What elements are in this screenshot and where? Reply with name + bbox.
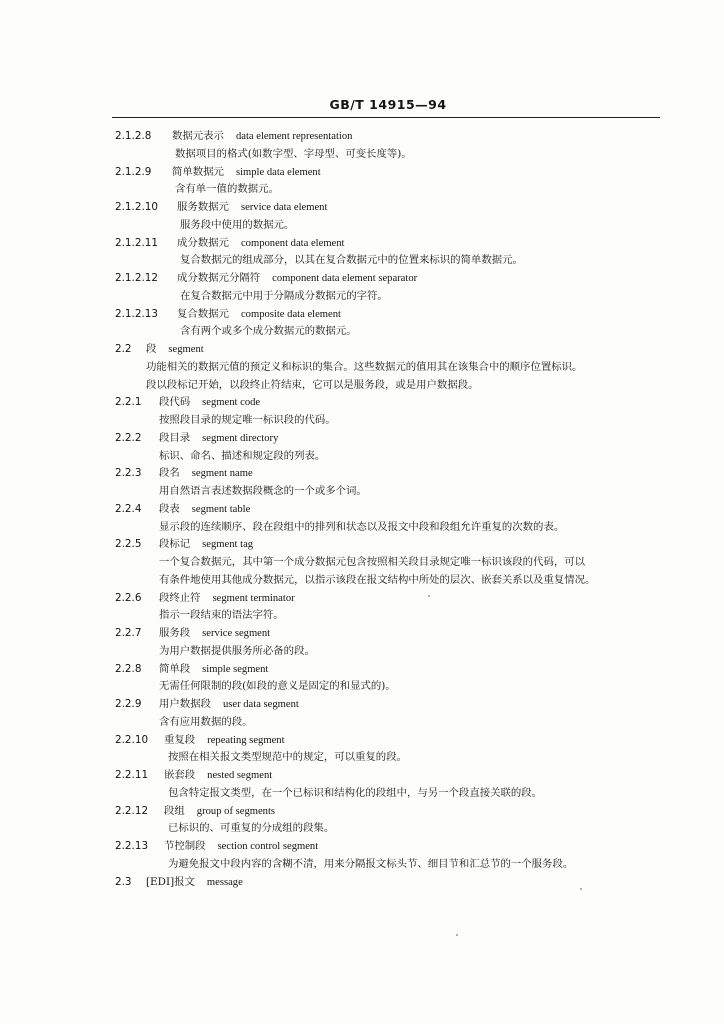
definition-text: 在复合数据元中用于分隔成分数据元的字符。	[180, 289, 388, 302]
entry-heading	[0, 625, 724, 643]
page-header: GB/T 14915—94	[329, 97, 447, 112]
term-zh: 节控制段	[164, 840, 206, 852]
term-zh: 数据元表示	[172, 130, 224, 142]
entry-definition	[0, 749, 724, 767]
entry-definition	[0, 412, 724, 430]
entry-heading	[0, 696, 724, 714]
definition-text: 复合数据元的组成部分，以其在复合数据元中的位置来标识的简单数据元。	[180, 254, 523, 267]
definition-text: 含有应用数据的段。	[159, 715, 253, 728]
entry-heading	[0, 732, 724, 750]
entry-number: 2.2.9	[115, 698, 142, 710]
definition-text: 指示一段结束的语法字符。	[159, 609, 284, 622]
entry-heading	[0, 306, 724, 324]
entry-heading	[0, 536, 724, 554]
entry-definition	[0, 714, 724, 732]
entry-number: 2.2	[115, 343, 132, 355]
term-zh: 段标记	[159, 538, 191, 551]
definition-text: 包含特定报文类型，在一个已标识和结构化的段组中，与另一个段直接关联的段。	[168, 786, 543, 799]
entry-term	[159, 430, 278, 448]
entry-heading	[0, 590, 724, 608]
definition-text-continued: 段以段标记开始，以段终止符结束，它可以是服务段，或是用户数据段。	[146, 378, 479, 391]
definition-text: 标识、命名、描述和规定段的列表。	[159, 449, 326, 462]
entry-heading	[0, 270, 724, 288]
entry-definition	[0, 678, 724, 696]
term-zh: 段表	[159, 502, 180, 515]
entry-definition	[0, 288, 724, 306]
entry-number: 2.2.11	[115, 769, 149, 781]
entry-definition	[0, 359, 724, 377]
entry-number: 2.1.2.10	[115, 201, 158, 213]
scan-speck	[428, 595, 430, 597]
entry-definition	[0, 323, 724, 341]
entry-heading	[0, 838, 724, 856]
entry-definition	[0, 820, 724, 838]
entry-number: 2.1.2.8	[115, 130, 152, 142]
entry-number: 2.1.2.12	[115, 272, 158, 284]
term-en: repeating segment	[207, 734, 285, 746]
entry-heading	[0, 465, 724, 483]
term-zh: 段代码	[159, 396, 191, 409]
term-zh: [EDI]报文	[146, 875, 195, 888]
term-en: service segment	[202, 628, 271, 639]
entry-heading	[0, 199, 724, 217]
entry-term	[159, 661, 268, 679]
definition-text: 用自然语言表述数据段概念的一个或多个词。	[159, 485, 367, 497]
entry-term	[164, 732, 285, 750]
entry-heading	[0, 164, 724, 182]
entry-term	[159, 465, 253, 483]
entry-definition	[0, 856, 724, 874]
term-en: segment table	[191, 503, 251, 515]
entry-term	[177, 199, 327, 217]
term-zh: 简单数据元	[172, 165, 224, 178]
entry-definition	[0, 448, 724, 466]
term-en: service data element	[240, 202, 328, 213]
entry-number: 2.1.2.9	[115, 165, 152, 178]
term-en: segment tag	[202, 539, 254, 551]
term-en: segment terminator	[212, 592, 295, 604]
entry-heading	[0, 874, 724, 892]
definition-text: 一个复合数据元，其中第一个成分数据元包含按照相关段目录规定唯一标识该段的代码，可以	[159, 556, 586, 568]
term-zh: 简单段	[159, 662, 191, 675]
definition-text: 已标识的、可重复的分成组的段集。	[168, 822, 335, 835]
entry-definition	[0, 217, 724, 235]
term-zh: 段组	[164, 804, 185, 817]
entry-term	[146, 874, 243, 892]
entry-term	[172, 164, 321, 182]
entry-number: 2.2.7	[115, 627, 142, 639]
entry-term	[159, 536, 253, 554]
term-zh: 服务段	[159, 627, 191, 639]
term-en: segment	[168, 344, 204, 355]
definition-text: 显示段的连续顺序、段在段组中的排列和状态以及报文中段和段组允许重复的次数的表。	[159, 520, 565, 533]
scan-speck	[580, 888, 582, 890]
term-en: data element representation	[235, 131, 353, 142]
entry-term	[164, 767, 272, 785]
term-en: section control segment	[217, 841, 319, 852]
entry-term	[177, 235, 345, 253]
entry-heading	[0, 661, 724, 679]
scan-speck	[456, 934, 458, 936]
entry-definition	[0, 643, 724, 661]
entry-number: 2.2.13	[115, 840, 149, 852]
header-rule	[112, 117, 660, 118]
entry-heading	[0, 128, 724, 146]
document-body	[0, 128, 724, 891]
entry-number: 2.1.2.11	[115, 236, 158, 249]
entry-term	[159, 696, 299, 714]
entry-term	[159, 394, 260, 412]
entry-heading	[0, 430, 724, 448]
entry-heading	[0, 803, 724, 821]
definition-text: 服务段中使用的数据元。	[180, 218, 295, 231]
entry-definition	[0, 572, 724, 590]
entry-definition	[0, 785, 724, 803]
term-en: composite data element	[240, 308, 341, 320]
term-zh: 段目录	[159, 431, 191, 444]
term-en: nested segment	[207, 770, 273, 781]
entry-term	[172, 128, 352, 146]
term-zh: 用户数据段	[159, 698, 211, 710]
entry-term	[159, 625, 270, 643]
term-en: segment code	[202, 397, 261, 409]
term-en: simple data element	[235, 166, 321, 178]
term-en: segment directory	[202, 432, 279, 444]
term-en: segment name	[191, 468, 253, 480]
entry-heading	[0, 501, 724, 519]
entry-number: 2.2.12	[115, 804, 149, 817]
term-zh: 嵌套段	[164, 769, 196, 781]
entry-definition	[0, 554, 724, 572]
entry-definition	[0, 607, 724, 625]
definition-text: 为用户数据提供服务所必备的段。	[159, 644, 315, 657]
definition-text: 含有两个或多个成分数据元的数据元。	[180, 325, 357, 338]
entry-number: 2.3	[115, 875, 132, 888]
entry-number: 2.2.4	[115, 502, 142, 515]
term-zh: 段名	[159, 467, 180, 480]
definition-text: 按照段目录的规定唯一标识段的代码。	[159, 414, 336, 426]
entry-term	[164, 803, 275, 821]
entry-number: 2.2.1	[115, 396, 142, 409]
term-zh: 重复段	[164, 733, 196, 746]
entry-heading	[0, 235, 724, 253]
entry-number: 2.2.10	[115, 733, 149, 746]
term-zh: 成分数据元	[177, 236, 229, 249]
entry-term	[159, 501, 250, 519]
term-zh: 成分数据元分隔符	[177, 272, 261, 284]
entry-term	[177, 306, 341, 324]
entry-term	[159, 590, 295, 608]
definition-text: 功能相关的数据元值的预定义和标识的集合。这些数据元的值用其在该集合中的顺序位置标识。	[146, 360, 583, 373]
entry-heading	[0, 767, 724, 785]
entry-term	[177, 270, 417, 288]
entry-term	[164, 838, 318, 856]
definition-text: 数据项目的格式(如数字型、字母型、可变长度等)。	[175, 147, 412, 160]
definition-text: 按照在相关报文类型规范中的规定，可以重复的段。	[168, 751, 407, 764]
entry-number: 2.2.6	[115, 591, 142, 604]
entry-definition	[0, 483, 724, 501]
definition-text: 无需任何限制的段(如段的意义是固定的和显式的)。	[159, 680, 396, 693]
entry-term	[146, 341, 204, 359]
term-en: group of segments	[196, 805, 276, 817]
term-en: component data element separator	[272, 273, 418, 284]
term-en: message	[206, 876, 243, 888]
entry-number: 2.2.8	[115, 662, 142, 675]
definition-text-continued: 有条件地使用其他成分数据元，以指示该段在报文结构中所处的层次、嵌套关系以及重复情况。	[159, 573, 596, 586]
term-en: simple segment	[202, 663, 269, 675]
entry-definition	[0, 377, 724, 395]
entry-definition	[0, 146, 724, 164]
term-zh: 复合数据元	[177, 307, 229, 320]
term-zh: 段	[146, 343, 157, 355]
entry-definition	[0, 252, 724, 270]
entry-number: 2.2.2	[115, 431, 142, 444]
term-en: user data segment	[222, 699, 299, 710]
entry-definition	[0, 519, 724, 537]
term-zh: 段终止符	[159, 591, 201, 604]
entry-heading	[0, 394, 724, 412]
term-en: component data element	[240, 237, 345, 249]
entry-heading	[0, 341, 724, 359]
term-zh: 服务数据元	[177, 201, 229, 213]
definition-text: 含有单一值的数据元。	[175, 183, 279, 196]
definition-text: 为避免报文中段内容的含糊不清，用来分隔报文标头节、细目节和汇总节的一个服务段。	[168, 857, 574, 870]
entry-number: 2.2.5	[115, 538, 142, 551]
entry-number: 2.2.3	[115, 467, 142, 480]
entry-definition	[0, 181, 724, 199]
entry-number: 2.1.2.13	[115, 307, 158, 320]
